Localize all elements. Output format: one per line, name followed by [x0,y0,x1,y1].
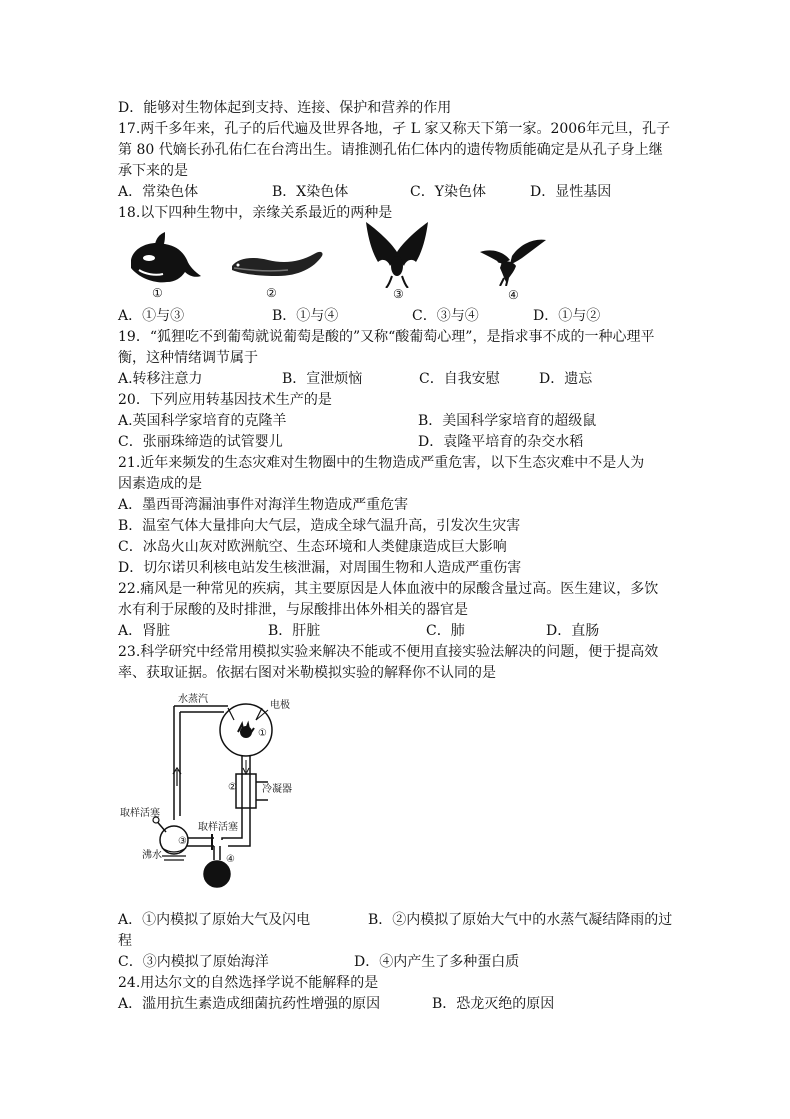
eel-icon [228,246,328,286]
label-n2: ② [228,782,237,793]
label-sampling-valve-bottom: 取样活塞 [198,822,238,833]
condenser-jacket [236,774,256,808]
label-n4: ④ [226,854,235,865]
q23-option-b-line1: B．②内模拟了原始大气中的水蒸气凝结降雨的过 [368,912,673,928]
q20-option-c: C．张丽珠缔造的试管婴儿 [118,434,283,450]
label-n3: ③ [178,836,187,847]
miller-experiment-diagram [118,690,298,900]
q23-option-c: C．③内模拟了原始海洋 [118,954,269,970]
q22-option-a: A．肾脏 [118,623,171,639]
q24-stem: 24.用达尔文的自然选择学说不能解释的是 [118,975,379,991]
q18-option-d: D．①与② [533,308,601,324]
q20-option-b: B．美国科学家培育的超级鼠 [418,413,597,429]
q20-option-a: A.英国科学家培育的克隆羊 [118,413,287,429]
q19-option-a: A.转移注意力 [118,371,203,387]
q22-stem-line2: 水有利于尿酸的及时排泄，与尿酸排出体外相关的器官是 [118,602,468,618]
q21-stem-line2: 因素造成的是 [118,476,202,492]
q22-option-d: D．直肠 [546,623,600,639]
label-condenser: 冷凝器 [262,784,292,795]
q21-option-c: C．冰岛火山灰对欧洲航空、生态环境和人类健康造成巨大影响 [118,539,507,555]
q19-option-b: B．宣泄烦恼 [282,371,363,387]
q17-stem-line3: 承下来的是 [118,163,188,179]
q18-label-4: ④ [508,288,519,302]
q18-option-a: A．①与③ [118,308,185,324]
label-sampling-valve-left: 取样活塞 [120,808,160,819]
q23-option-a: A．①内模拟了原始大气及闪电 [118,912,311,928]
q20-option-d: D．袁隆平培育的杂交水稻 [418,434,584,450]
q18-label-2: ② [266,286,277,300]
q19-option-d: D．遗忘 [539,371,593,387]
eagle-icon [476,234,548,286]
q19-stem-line1: 19．“狐狸吃不到葡萄就说葡萄是酸的”又称“酸葡萄心理”，是指求事不成的一种心理平 [118,329,655,345]
label-n1: ① [258,728,267,739]
q18-stem: 18.以下四种生物中，亲缘关系最近的两种是 [118,205,393,221]
q21-stem-line1: 21.近年来频发的生态灾难对生物圈中的生物造成严重危害，以下生态灾难中不是人为 [118,455,645,471]
q18-label-3: ③ [393,287,404,301]
label-boiling-water: 沸水 [142,850,162,861]
q21-option-b: B．温室气体大量排向大气层，造成全球气温升高，引发次生灾害 [118,518,521,534]
q22-option-c: C．肺 [426,623,465,639]
q21-option-a: A．墨西哥湾漏油事件对海洋生物造成严重危害 [118,497,409,513]
q17-stem-line2: 第 80 代嫡长孙孔佑仁在台湾出生。请推测孔佑仁体内的遗传物质能确定是从孔子身上继 [118,142,663,158]
q21-option-d: D．切尔诺贝利核电站发生核泄漏，对周围生物和人造成严重伤害 [118,560,522,576]
q16-option-d: D．能够对生物体起到支持、连接、保护和营养的作用 [118,100,452,116]
label-electrode: 电极 [270,700,290,711]
q18-option-c: C．③与④ [412,308,479,324]
q22-option-b: B．肝脏 [268,623,321,639]
q24-option-b: B．恐龙灭绝的原因 [432,996,555,1012]
orca-icon [125,232,205,288]
q23-stem-line2: 率、获取证据。依据右图对米勒模拟实验的解释你不认同的是 [118,665,496,681]
q23-option-d: D．④内产生了多种蛋白质 [354,954,520,970]
bat-icon [362,222,432,288]
q17-option-a: A．常染色体 [118,184,199,200]
q24-option-a: A．滥用抗生素造成细菌抗药性增强的原因 [118,996,381,1012]
q20-stem: 20．下列应用转基因技术生产的是 [118,392,332,408]
q19-stem-line2: 衡，这种情绪调节属于 [118,350,258,366]
label-water-vapor: 水蒸汽 [178,694,208,705]
q22-stem-line1: 22.痛风是一种常见的疾病，其主要原因是人体血液中的尿酸含量过高。医生建议，多饮 [118,581,659,597]
q23-option-b-line2: 程 [118,933,132,949]
q17-option-c: C．Y染色体 [410,184,486,200]
q18-label-1: ① [152,286,163,300]
q17-option-b: B．X染色体 [272,184,349,200]
q19-option-c: C．自我安慰 [419,371,500,387]
q23-stem-line1: 23.科学研究中经常用模拟实验来解决不能或不便用直接实验法解决的问题，便于提高效 [118,644,659,660]
q17-option-d: D．显性基因 [530,184,612,200]
q17-stem-line1: 17.两千多年来，孔子的后代遍及世界各地，孑 L 家又称天下第一家。2006年元旦，孔子 [118,121,671,137]
q18-option-b: B．①与④ [272,308,339,324]
